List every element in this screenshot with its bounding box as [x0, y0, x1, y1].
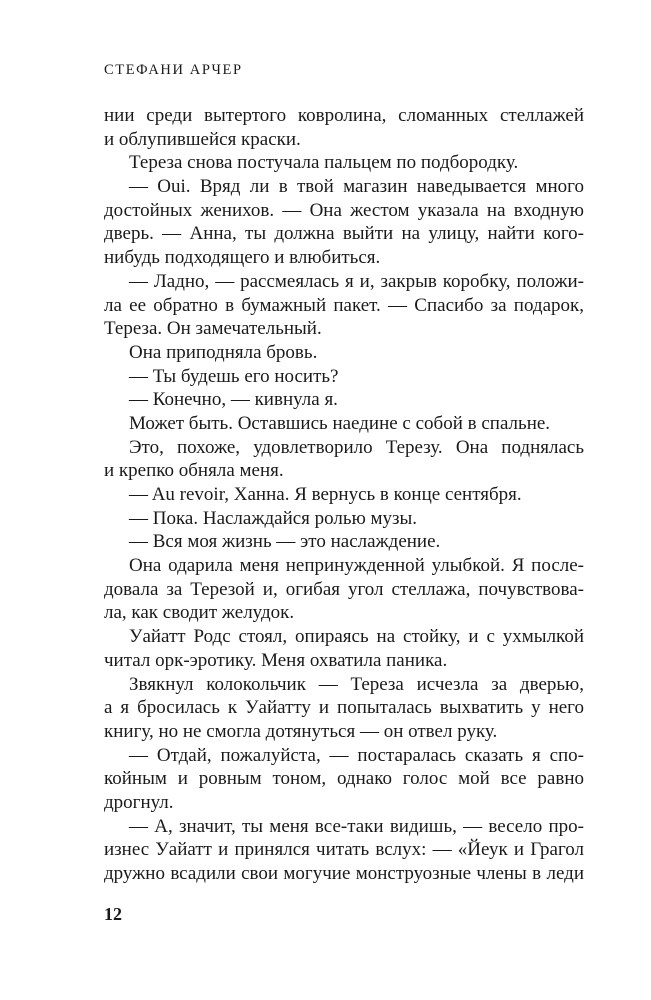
- text-line: ла ее обратно в бумажный пакет. — Спасибо за подарок,: [104, 294, 584, 316]
- text-line: довала за Терезой и, огибая угол стеллажа, почувствова-: [104, 578, 584, 600]
- text-line: достойных женихов. — Она жестом указала на входную: [104, 199, 584, 221]
- text-line: и облупившейся краски.: [104, 128, 301, 150]
- text-line: и крепко обняла меня.: [104, 460, 284, 482]
- text-line: Может быть. Оставшись наедине с собой в спальне.: [129, 412, 551, 434]
- page-number: 12: [104, 904, 122, 924]
- text-line: — Ты будешь его носить?: [129, 365, 339, 387]
- text-line: Она приподняла бровь.: [129, 341, 318, 363]
- text-line: Тереза. Он замечательный.: [104, 318, 322, 340]
- text-line: — Oui. Вряд ли в твой магазин наведывается много: [129, 176, 584, 198]
- text-line: — А, значит, ты меня все-таки видишь, — весело про-: [129, 815, 584, 837]
- text-line: а я бросилась к Уайатту и попыталась выхватить у него: [104, 697, 584, 719]
- running-head: СТЕФАНИ АРЧЕР: [104, 62, 243, 78]
- text-line: койным и ровным тоном, однако голос мой все равно: [104, 768, 584, 790]
- text-line: Это, похоже, удовлетворило Терезу. Она поднялась: [129, 436, 584, 458]
- text-line: Тереза снова постучала пальцем по подбородку.: [129, 152, 519, 174]
- text-line: ла, как сводит желудок.: [104, 602, 295, 624]
- text-line: нии среди вытертого ковролина, сломанных стеллажей: [104, 105, 584, 126]
- text-line: Уайатт Родс стоял, опираясь на стойку, и с ухмылкой: [129, 626, 584, 648]
- text-line: книгу, но не смогла дотянуться — он отвел руку.: [104, 720, 498, 742]
- text-line: — Вся моя жизнь — это наслаждение.: [129, 531, 441, 553]
- text-line: читал орк-эротику. Меня охватила паника.: [104, 649, 448, 671]
- body-text: [104, 104, 584, 886]
- text-line: — Конечно, — кивнула я.: [129, 389, 338, 411]
- text-line: нибудь подходящего и влюбиться.: [104, 247, 381, 269]
- text-line: дружно всадили свои могучие монструозные члены в леди: [104, 863, 584, 884]
- text-line: — Отдай, пожалуйста, — постаралась сказать я спо-: [129, 744, 584, 766]
- text-line: — Ладно, — рассмеялась я и, закрыв коробку, положи-: [129, 270, 584, 292]
- text-line: изнес Уайатт и принялся читать вслух: — «Йеук и Грагол: [104, 839, 584, 861]
- text-line: Звякнул колокольчик — Тереза исчезла за дверью,: [129, 673, 584, 695]
- text-line: — Au revoir, Ханна. Я вернусь в конце сентября.: [129, 484, 522, 505]
- text-line: дверь. — Анна, ты должна выйти на улицу, найти кого-: [104, 223, 584, 245]
- text-line: — Пока. Наслаждайся ролью музы.: [129, 507, 418, 529]
- text-line: дрогнул.: [104, 791, 174, 813]
- text-line: Она одарила меня непринужденной улыбкой. Я после-: [129, 555, 584, 577]
